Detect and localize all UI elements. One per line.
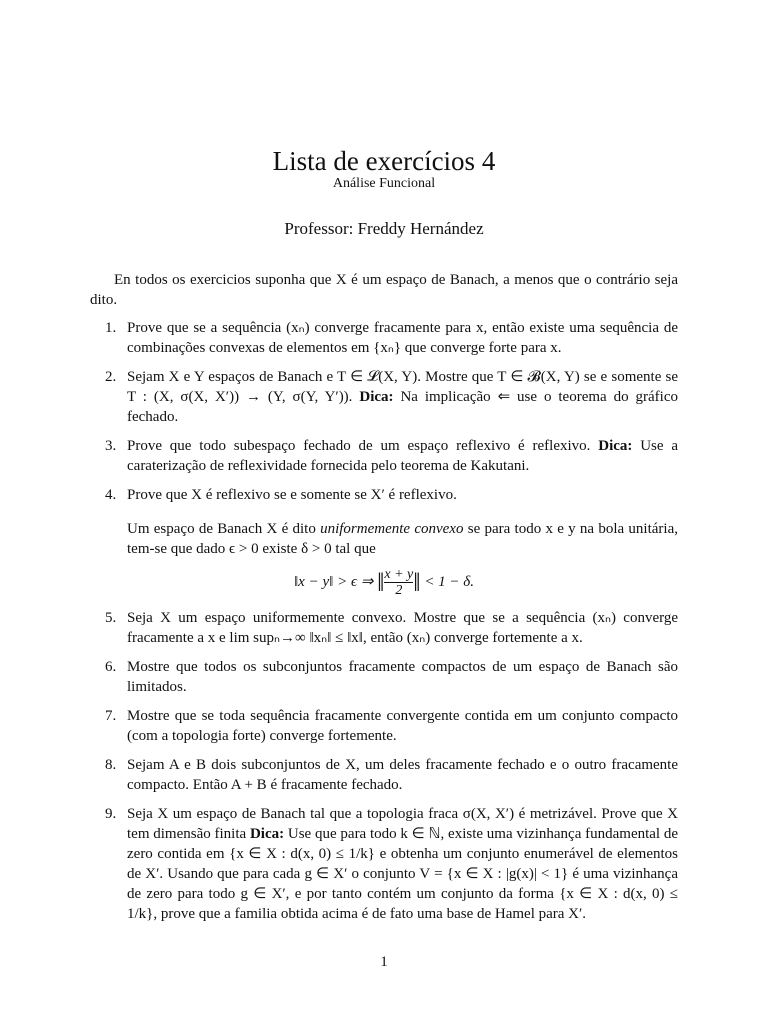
exercise-text: Prove que todo subespaço fechado de um espaço reflexivo é reflexivo. — [127, 438, 591, 454]
hint-label: Dica: — [249, 826, 285, 842]
document-subtitle: Análise Funcional — [332, 176, 436, 191]
formula-left: ‖x − y‖ > ϵ ⇒ — [293, 573, 378, 590]
display-formula — [90, 567, 678, 598]
hint-text: Use a caraterização de reflexividade fornecida pelo teorema de Kakutani. — [127, 438, 679, 474]
exercise-number: 2. — [105, 369, 117, 385]
document-title: Lista de exercícios 4 — [272, 146, 496, 176]
exercise-number: 9. — [105, 806, 117, 822]
hint-text: Na implicação ⇐ use o teorema do gráfico fechado. — [127, 389, 679, 425]
exercise-text: Seja X um espaço uniformemente convexo. Mostre que se a sequência (xₙ) converge fracamente a x e lim supₙ→∞ ‖xₙ‖ ≤ ‖x‖, então (xₙ) converge fortemente a x. — [127, 610, 678, 646]
exercise-item — [90, 706, 678, 746]
exercise-number: 3. — [105, 438, 117, 454]
exercise-text: Seja X um espaço de Banach tal que a topologia fraca σ(X, X′) é metrizável. Prove que X tem dimensão finita — [127, 806, 678, 842]
fraction — [384, 567, 413, 598]
exercise-text: Sejam X e Y espaços de Banach e T ∈ 𝓛(X, Y). Mostre que T ∈ 𝓑(X, Y) se e somente se T : (X, σ(X, X′)) → (Y, σ(Y, Y′)). — [127, 369, 678, 405]
exercise-text: Sejam A e B dois subconjuntos de X, um deles fracamente fechado e o outro fracamente compacto. Então A + B é fracamente fechado. — [127, 757, 678, 793]
exercise-number: 8. — [105, 757, 117, 773]
exercise-item — [90, 657, 678, 697]
exercise-number: 7. — [105, 708, 117, 724]
exercise-number: 1. — [105, 320, 117, 336]
exercise-text: Prove que se a sequência (xₙ) converge fracamente para x, então existe uma sequência de combinações convexas de elementos em {xₙ} que converge forte para x. — [127, 320, 678, 356]
exercise-list-continued — [90, 608, 678, 924]
definition-paragraph — [90, 519, 678, 559]
exercise-item — [90, 367, 678, 427]
hint-label: Dica: — [598, 438, 633, 454]
fraction-numerator: x + y — [384, 567, 414, 582]
exercise-number: 6. — [105, 659, 117, 675]
professor-line: Professor: Freddy Hernández — [284, 219, 484, 238]
definition-text-before: Um espaço de Banach X é dito — [127, 521, 321, 537]
exercise-list — [90, 318, 678, 505]
fraction-denominator: 2 — [384, 582, 413, 598]
exercise-item — [90, 318, 678, 358]
definition-text-after: se para todo x e y na bola unitária, tem-se que dado ϵ > 0 existe δ > 0 tal que — [127, 521, 678, 557]
exercise-item — [90, 804, 678, 924]
exercise-text: Mostre que se toda sequência fracamente convergente contida em um conjunto compacto (com a topologia forte) converge fortemente. — [127, 708, 678, 744]
formula-right: < 1 − δ. — [424, 573, 475, 590]
exercise-item — [90, 608, 678, 648]
exercise-text: Prove que X é reflexivo se e somente se X′ é reflexivo. — [127, 487, 457, 503]
exercise-text: Mostre que todos os subconjuntos fracamente compactos de um espaço de Banach são limitados. — [127, 659, 678, 695]
page-number: 1 — [380, 954, 388, 970]
exercise-item — [90, 755, 678, 795]
exercise-item — [90, 485, 678, 505]
exercise-number: 5. — [105, 610, 117, 626]
exercise-number: 4. — [105, 487, 117, 503]
hint-text: Use que para todo k ∈ ℕ, existe uma vizinhança fundamental de zero contida em {x ∈ X : d(x, 0) ≤ 1/k} e obtenha um conjunto enumerável de elementos de X′. Usando que para cada g ∈ X′ o conjunto V = {x ∈ X : |g(x)| < 1} é uma vizinhança de zero para todo g ∈ X′, e por tanto contém um conjunto da forma {x ∈ X : d(x, 0) ≤ 1/k}, prove que a familia obtida acima é de fato uma base de Hamel para X′. — [127, 826, 679, 922]
document-body — [90, 270, 678, 933]
exercise-item — [90, 436, 678, 476]
definition-emphasis: uniformemente convexo — [320, 521, 464, 537]
hint-label: Dica: — [359, 389, 394, 405]
double-bar-right: ‖ — [413, 567, 421, 597]
intro-paragraph: En todos os exercicios suponha que X é um espaço de Banach, a menos que o contrário seja dito. — [90, 272, 678, 308]
double-bar-left: ‖ — [377, 567, 385, 597]
